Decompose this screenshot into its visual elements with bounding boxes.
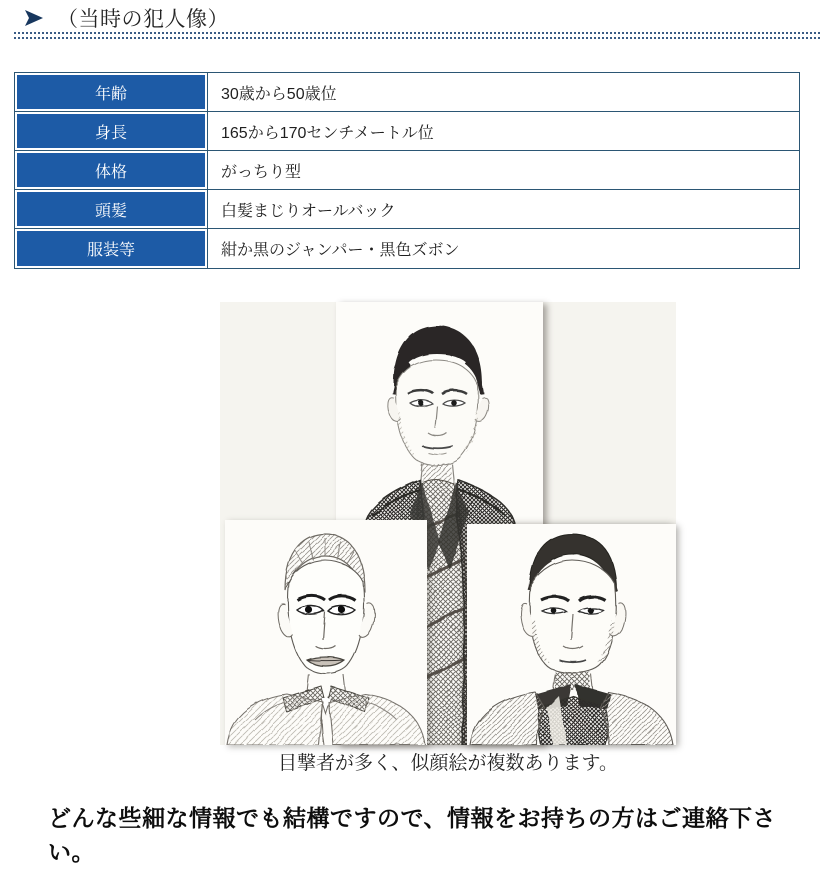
table-row-hair [15,190,799,229]
row-label: 服装等 [17,231,205,266]
row-value: 紺か黒のジャンパー・黒色ズボン [221,242,460,259]
sketch-composite-image [220,302,676,745]
table-row-height [15,112,799,151]
information-request-note: どんな些細な情報でも結構ですので、情報をお持ちの方はご連絡下さい。 [48,805,777,865]
table-row-build [15,151,799,190]
dotted-divider [14,32,820,39]
row-value: 165から170センチメートル位 [221,124,434,142]
section-header [25,3,229,33]
sketch-caption: 目撃者が多く、似顔絵が複数あります。 [277,753,619,774]
table-row-age [15,73,799,112]
suspect-sketch-bottom-left [225,520,427,745]
row-value: がっちり型 [221,163,302,181]
row-label: 体格 [17,153,205,187]
row-label: 年齢 [17,75,205,109]
suspect-description-table [14,72,800,269]
row-label: 頭髪 [17,192,205,226]
suspect-sketch-bottom-right [467,524,676,745]
row-value: 30歳から50歳位 [221,85,337,103]
row-value: 白髪まじりオールバック [221,202,396,220]
section-title: （当時の犯人像） [57,8,229,31]
table-row-clothing [15,229,799,268]
right-arrowhead-icon [25,9,44,27]
row-label: 身長 [17,114,205,148]
